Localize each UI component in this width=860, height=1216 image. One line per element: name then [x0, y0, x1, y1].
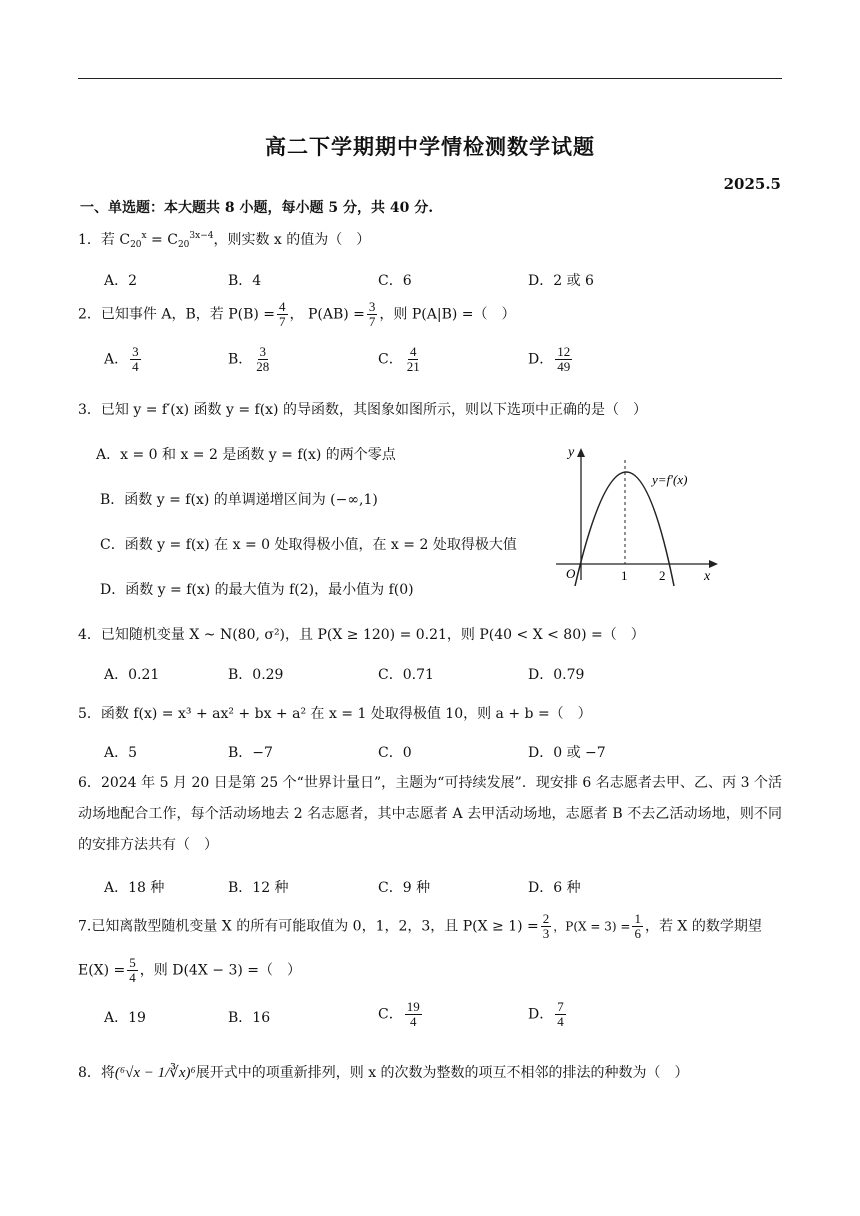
x-axis-label: x [704, 569, 711, 584]
y-axis-arrow-icon [577, 448, 585, 457]
question-7-line-2 [78, 956, 301, 985]
q7-option-d: D． $\frac{7}{4}$ [528, 999, 564, 1029]
question-8-stem [78, 1062, 689, 1082]
q5-option-d: D．0 或 −7 [528, 745, 606, 761]
q8-text-a: 8．将 [78, 1065, 115, 1081]
q7-option-b: B．16 [228, 1010, 271, 1026]
tick-1-label: 1 [621, 568, 628, 583]
q6-option-a: A．18 种 [104, 880, 165, 896]
question-4-stem: 4．已知随机变量 X ~ N(80, σ²)，且 P(X ≥ 120) = 0.21，则 P(40 < X < 80) =（ ） [78, 627, 645, 643]
q2-text-b: ， P(AB) = [289, 306, 365, 323]
q7-fraction-2: $\frac{1}{6}$ [634, 911, 641, 941]
q1-text-b: ，则实数 x 的值为（ ） [213, 232, 371, 248]
q7-text-d: E(X) = [78, 962, 126, 979]
q7-fraction-3: $\frac{5}{4}$ [129, 955, 136, 985]
q1-text-mid: = C [146, 232, 178, 248]
header-rule [78, 78, 782, 79]
q5-option-b: B．−7 [228, 745, 273, 761]
q8-text-b: 展开式中的项重新排列，则 x 的次数为整数的项互不相邻的排法的种数为（ ） [195, 1065, 689, 1081]
q6-option-d: D．6 种 [528, 880, 581, 896]
q2-option-c: C． $\frac{4}{21}$ [378, 344, 420, 374]
q3-option-c: C．函数 y = f(x) 在 x = 0 处取得极小值，在 x = 2 处取得极大值 [100, 537, 517, 553]
q4-option-a: A．0.21 [104, 667, 160, 683]
question-6-stem: 6．2024 年 5 月 20 日是第 25 个“世界计量日”，主题为“可持续发展”．现安排 6 名志愿者去甲、乙、丙 3 个活动场地配合工作，每个活动场地去 2 名志愿者，其中志愿者 A 去甲活动场地，志愿者 B 不去乙活动场地，则不同的安排方法共有（ ） [78, 775, 782, 853]
q6-option-b: B．12 种 [228, 880, 289, 896]
q2-text-c: ，则 P(A|B) =（ ） [379, 306, 516, 323]
question-1-stem [78, 229, 370, 250]
q3-option-d: D．函数 y = f(x) 的最大值为 f(2)，最小值为 f(0) [100, 582, 414, 598]
q2-fraction-1: $\frac{4}{7}$ [279, 299, 286, 329]
q1-option-c: C．6 [378, 273, 412, 289]
q4-option-d: D．0.79 [528, 667, 585, 683]
exam-title: 高二下学期期中学情检测数学试题 [265, 134, 595, 159]
q6-option-c: C．9 种 [378, 880, 431, 896]
question-3-stem: 3．已知 y = f′(x) 函数 y = f(x) 的导函数，其图象如图所示，则以下选项中正确的是（ ） [78, 402, 647, 418]
question-5-stem: 5．函数 f(x) = x³ + ax² + bx + a² 在 x = 1 处取得极值 10，则 a + b =（ ） [78, 706, 592, 722]
tick-2-label: 2 [659, 568, 666, 583]
q2-option-a: A． $\frac{3}{4}$ [104, 344, 139, 374]
q1-sub2: 20 [177, 240, 190, 250]
q1-sup1: x [141, 231, 147, 241]
q5-option-a: A．5 [104, 745, 138, 761]
derivative-graph [548, 440, 728, 590]
section-heading: 一、单选题：本大题共 8 小题，每小题 5 分，共 40 分. [80, 200, 434, 216]
question-2-stem [78, 300, 516, 329]
q3-option-b: B．函数 y = f(x) 的单调递增区间为 (−∞,1) [100, 492, 378, 508]
q7-text-b: ，P(X = 3) = [553, 919, 631, 934]
q2-fraction-2: $\frac{3}{7}$ [368, 299, 376, 329]
origin-label: O [566, 566, 576, 581]
q1-sub1: 20 [130, 240, 142, 250]
curve-label: y=f′(x) [652, 472, 688, 487]
q4-option-b: B．0.29 [228, 667, 284, 683]
q2-text-a: 2．已知事件 A，B，若 P(B) = [78, 306, 276, 323]
q3-option-a: A．x = 0 和 x = 2 是函数 y = f(x) 的两个零点 [96, 447, 396, 463]
q2-option-b: B． $\frac{3}{28}$ [228, 344, 270, 374]
q1-option-d: D．2 或 6 [528, 273, 594, 289]
q4-option-c: C．0.71 [378, 667, 434, 683]
q5-option-c: C．0 [378, 745, 412, 761]
q7-text-e: ，则 D(4X − 3) =（ ） [139, 962, 301, 979]
q1-option-b: B．4 [228, 273, 262, 289]
q7-option-a: A．19 [104, 1010, 146, 1026]
q1-sup2: 3x−4 [189, 231, 214, 241]
q2-option-d: D． $\frac{12}{49}$ [528, 344, 571, 374]
question-7-line-1 [78, 912, 762, 941]
q7-text-c: ，若 X 的数学期望 [644, 918, 762, 935]
y-axis-label: y [568, 445, 575, 460]
q1-text-a: 1．若 C [78, 232, 131, 248]
q7-text-a: 7.已知离散型随机变量 X 的所有可能取值为 0，1，2，3，且 P(X ≥ 1) = [78, 918, 539, 935]
q1-option-a: A．2 [104, 273, 138, 289]
x-axis-arrow-icon [709, 560, 718, 568]
exam-date: 2025.5 [723, 175, 781, 193]
q7-option-c: C． $\frac{19}{4}$ [378, 999, 420, 1029]
q8-binomial-expression: (⁶√x − 1/∛x)⁶ [114, 1065, 196, 1081]
q7-fraction-1: $\frac{2}{3}$ [542, 911, 550, 941]
